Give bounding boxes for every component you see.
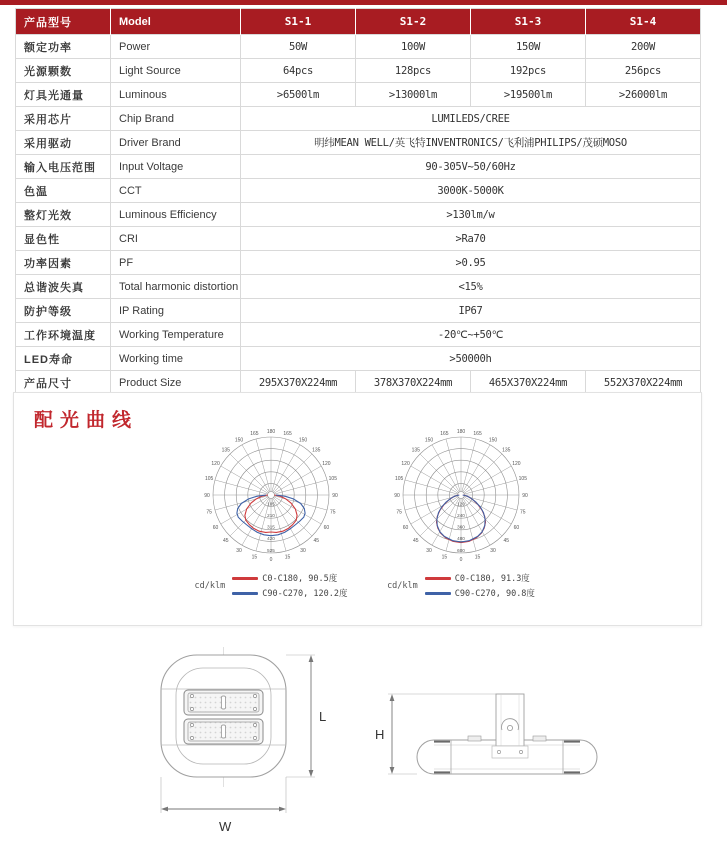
svg-text:30: 30 <box>426 548 432 555</box>
svg-text:45: 45 <box>503 538 510 545</box>
table-row-input-voltage <box>16 155 701 179</box>
svg-text:525: 525 <box>267 547 275 553</box>
row-label-en: IP Rating <box>111 299 241 323</box>
table-row-luminous-efficiency <box>16 203 701 227</box>
table-row-luminous <box>16 83 701 107</box>
cell-value: >6500lm <box>241 83 356 107</box>
table-header-row <box>16 9 701 35</box>
svg-text:120: 120 <box>512 460 521 467</box>
svg-text:75: 75 <box>396 509 402 516</box>
svg-text:105: 105 <box>267 501 275 507</box>
row-label-zh: 工作环境温度 <box>16 323 111 347</box>
legend-entry <box>425 572 535 584</box>
table-row-working-time <box>16 347 701 371</box>
cell-value-span: >Ra70 <box>241 227 701 251</box>
cell-value-span: 90-305V~50/60Hz <box>241 155 701 179</box>
row-label-en: Working time <box>111 347 241 371</box>
svg-text:315: 315 <box>267 524 275 530</box>
series-label: C0-C180, 91.3度 <box>454 574 530 584</box>
row-label-en: Working Temperature <box>111 323 241 347</box>
svg-text:210: 210 <box>267 513 275 518</box>
cell-value-span: >50000h <box>241 347 701 371</box>
series-swatch-blue <box>232 592 258 595</box>
side-view-drawing <box>372 686 607 798</box>
table-row-chip-brand <box>16 107 701 131</box>
svg-text:420: 420 <box>267 536 275 542</box>
dim-label-width: W <box>219 819 232 834</box>
svg-text:180: 180 <box>266 428 276 435</box>
table-row-thd <box>16 275 701 299</box>
polar-chart-block-2 <box>372 427 550 599</box>
svg-text:0: 0 <box>459 556 463 563</box>
series-label: C90-C270, 120.2度 <box>262 589 348 599</box>
svg-text:60: 60 <box>402 524 409 531</box>
row-label-en: Driver Brand <box>111 131 241 155</box>
row-label-zh: 整灯光效 <box>16 203 111 227</box>
led-module-top <box>184 690 263 715</box>
cell-value: 295X370X224mm <box>241 371 356 396</box>
row-label-en: Total harmonic distortion <box>111 275 241 299</box>
cell-value-span: 明纬MEAN WELL/英飞特INVENTRONICS/飞利浦PHILIPS/茂硕MOSO <box>241 131 701 155</box>
cell-value: 100W <box>356 35 471 59</box>
svg-text:105: 105 <box>205 476 214 483</box>
svg-text:15: 15 <box>284 554 291 561</box>
polar-chart-block-1 <box>182 427 360 599</box>
unit-label: cd/klm <box>387 580 418 591</box>
svg-text:75: 75 <box>520 509 526 516</box>
svg-text:45: 45 <box>412 538 419 545</box>
row-label-zh: 产品尺寸 <box>16 371 111 396</box>
fixture-outline <box>161 655 286 777</box>
table-row-cct <box>16 179 701 203</box>
svg-text:75: 75 <box>206 509 212 516</box>
row-label-zh: LED寿命 <box>16 347 111 371</box>
svg-text:150: 150 <box>234 437 244 444</box>
header-model-s1-2: S1-2 <box>356 9 471 35</box>
table-row-pf <box>16 251 701 275</box>
row-label-zh: 采用驱动 <box>16 131 111 155</box>
cell-value: >26000lm <box>586 83 701 107</box>
svg-text:15: 15 <box>251 554 258 561</box>
cell-value-span: LUMILEDS/CREE <box>241 107 701 131</box>
row-label-en: Input Voltage <box>111 155 241 179</box>
svg-text:60: 60 <box>212 524 219 531</box>
cell-value-span: >0.95 <box>241 251 701 275</box>
svg-text:45: 45 <box>222 538 229 545</box>
row-label-zh: 采用芯片 <box>16 107 111 131</box>
table-row-light-source <box>16 59 701 83</box>
header-model-zh: 产品型号 <box>16 9 111 35</box>
series-label: C0-C180, 90.5度 <box>262 574 338 584</box>
cell-value-span: -20℃~+50℃ <box>241 323 701 347</box>
header-model-en: Model <box>111 9 241 35</box>
dim-label-length: L <box>319 709 327 724</box>
row-label-zh: 色温 <box>16 179 111 203</box>
row-label-zh: 功率因素 <box>16 251 111 275</box>
svg-text:165: 165 <box>250 430 259 437</box>
svg-text:30: 30 <box>300 548 306 555</box>
svg-text:75: 75 <box>330 509 336 516</box>
row-label-en: Light Source <box>111 59 241 83</box>
table-row-working-temperature <box>16 323 701 347</box>
svg-text:150: 150 <box>298 437 308 444</box>
svg-text:120: 120 <box>211 460 220 467</box>
svg-text:135: 135 <box>411 447 420 454</box>
row-label-en: Luminous <box>111 83 241 107</box>
unit-label: cd/klm <box>194 580 226 591</box>
legend-entry <box>232 587 347 599</box>
row-label-zh: 输入电压范围 <box>16 155 111 179</box>
svg-text:120: 120 <box>401 460 410 467</box>
top-accent-strip <box>0 0 727 5</box>
svg-text:60: 60 <box>513 524 520 531</box>
dim-label-height: H <box>375 727 385 742</box>
series-swatch-red <box>232 577 258 580</box>
table-row-ip-rating <box>16 299 701 323</box>
header-model-s1-3: S1-3 <box>471 9 586 35</box>
svg-text:480: 480 <box>457 536 465 542</box>
row-label-en: Power <box>111 35 241 59</box>
svg-text:135: 135 <box>502 447 511 454</box>
front-view-drawing <box>153 645 348 840</box>
cell-value-span: IP67 <box>241 299 701 323</box>
cell-value-span: 3000K-5000K <box>241 179 701 203</box>
svg-text:90: 90 <box>332 492 338 499</box>
row-label-en: Chip Brand <box>111 107 241 131</box>
row-label-en: Luminous Efficiency <box>111 203 241 227</box>
svg-text:30: 30 <box>490 548 496 555</box>
svg-text:30: 30 <box>236 548 242 555</box>
row-label-zh: 光源颗数 <box>16 59 111 83</box>
row-label-en: PF <box>111 251 241 275</box>
svg-text:165: 165 <box>283 430 292 437</box>
row-label-en: CCT <box>111 179 241 203</box>
cell-value: 150W <box>471 35 586 59</box>
svg-text:90: 90 <box>204 492 210 499</box>
row-label-en: Product Size <box>111 371 241 396</box>
svg-text:45: 45 <box>313 538 320 545</box>
row-label-zh: 额定功率 <box>16 35 111 59</box>
svg-text:120: 120 <box>322 460 331 467</box>
cell-value: >19500lm <box>471 83 586 107</box>
svg-text:90: 90 <box>394 492 400 499</box>
svg-text:165: 165 <box>473 430 482 437</box>
led-module-bottom <box>184 719 263 744</box>
svg-text:180: 180 <box>456 428 466 435</box>
svg-text:60: 60 <box>323 524 330 531</box>
svg-text:135: 135 <box>312 447 321 454</box>
header-model-s1-4: S1-4 <box>586 9 701 35</box>
spec-table <box>15 8 701 396</box>
svg-text:105: 105 <box>395 476 404 483</box>
chart-legend <box>195 572 348 599</box>
svg-text:0: 0 <box>269 556 273 563</box>
table-row-cri <box>16 227 701 251</box>
svg-text:165: 165 <box>440 430 449 437</box>
row-label-zh: 灯具光通量 <box>16 83 111 107</box>
table-row-driver-brand <box>16 131 701 155</box>
row-label-en: CRI <box>111 227 241 251</box>
cell-value: 192pcs <box>471 59 586 83</box>
cell-value: 200W <box>586 35 701 59</box>
photometric-polar-chart-2 <box>372 427 550 567</box>
series-label: C90-C270, 90.8度 <box>454 589 535 599</box>
svg-text:120: 120 <box>457 501 465 507</box>
svg-text:90: 90 <box>522 492 528 499</box>
section-title: 配光曲线 <box>34 410 139 431</box>
svg-text:150: 150 <box>488 437 498 444</box>
legend-entry <box>425 587 535 599</box>
row-label-zh: 显色性 <box>16 227 111 251</box>
photometric-polar-chart-1 <box>182 427 360 567</box>
series-swatch-blue <box>425 592 451 595</box>
svg-text:150: 150 <box>424 437 434 444</box>
cell-value: 50W <box>241 35 356 59</box>
svg-text:105: 105 <box>328 476 337 483</box>
svg-text:360: 360 <box>457 524 465 530</box>
light-distribution-card <box>13 392 702 626</box>
cell-value: 465X370X224mm <box>471 371 586 396</box>
cell-value: >13000lm <box>356 83 471 107</box>
svg-text:105: 105 <box>518 476 527 483</box>
mounting-bracket <box>492 694 528 758</box>
row-label-zh: 防护等级 <box>16 299 111 323</box>
chart-legend <box>387 572 535 599</box>
table-row-power <box>16 35 701 59</box>
svg-text:240: 240 <box>457 513 465 518</box>
svg-text:600: 600 <box>457 547 465 553</box>
header-model-s1-1: S1-1 <box>241 9 356 35</box>
cell-value-span: <15% <box>241 275 701 299</box>
series-swatch-red <box>425 577 451 580</box>
cell-value: 128pcs <box>356 59 471 83</box>
cell-value: 378X370X224mm <box>356 371 471 396</box>
cell-value-span: >130lm/w <box>241 203 701 227</box>
svg-text:15: 15 <box>441 554 448 561</box>
cell-value: 256pcs <box>586 59 701 83</box>
row-label-zh: 总谐波失真 <box>16 275 111 299</box>
legend-entry <box>232 572 347 584</box>
svg-text:15: 15 <box>474 554 481 561</box>
svg-text:135: 135 <box>221 447 230 454</box>
cell-value: 64pcs <box>241 59 356 83</box>
charts-row <box>182 427 550 599</box>
cell-value: 552X370X224mm <box>586 371 701 396</box>
